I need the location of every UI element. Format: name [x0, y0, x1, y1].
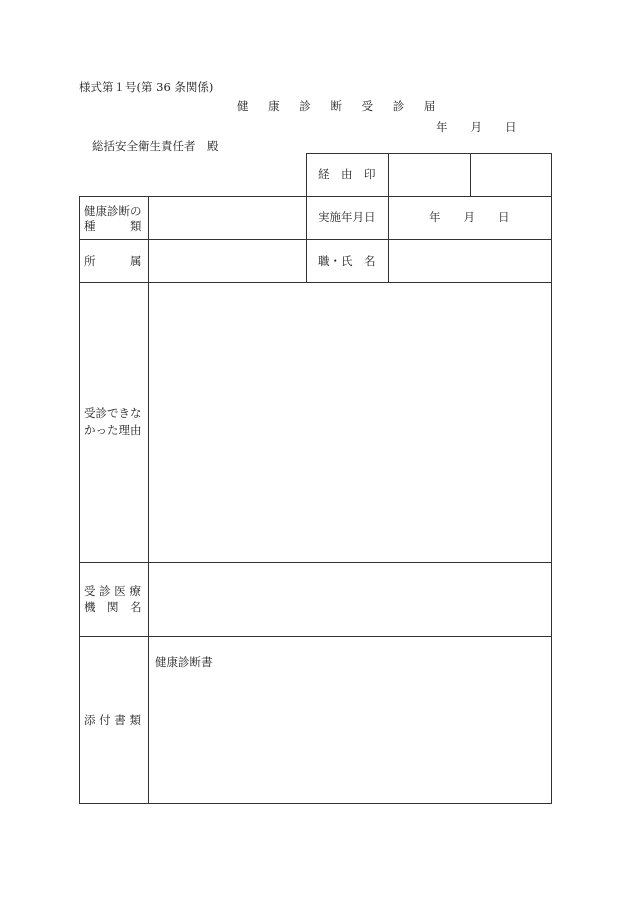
via-seal-label: 経 由 印: [318, 167, 376, 181]
reason-label-line2: かった理由: [84, 423, 142, 437]
exam-type-label-line2: 種 類: [84, 219, 142, 233]
table-middle-divider: [306, 153, 307, 283]
table-border-left: [79, 196, 80, 804]
form-number: 様式第１号(第 36 条関係): [79, 80, 214, 94]
exam-date-label: 実施年月日: [318, 210, 376, 224]
table-row-divider-4: [79, 562, 552, 563]
table-border-bottom: [79, 803, 552, 804]
table-border-top-right: [306, 153, 552, 154]
attachments-label: 添 付 書 類: [84, 713, 141, 727]
submission-date: 年 月 日: [436, 120, 517, 134]
table-border-right: [551, 153, 552, 804]
seal-box-divider: [470, 153, 471, 197]
document-title: 健 康 診 断 受 診 届: [237, 99, 444, 113]
table-label-column-divider: [148, 196, 149, 804]
table-right-label-divider: [388, 153, 389, 283]
table-row-divider-5: [79, 636, 552, 637]
table-row-divider-3: [79, 282, 552, 283]
institution-label-line1: 受 診 医 療: [84, 584, 141, 598]
affiliation-label: 所 属: [84, 254, 142, 268]
position-name-label: 職・氏 名: [318, 254, 376, 268]
attachments-value: 健康診断書: [155, 655, 213, 669]
table-row-divider-2: [79, 239, 552, 240]
addressee: 総括安全衛生責任者 殿: [92, 139, 219, 153]
exam-date-value: 年 月 日: [429, 210, 510, 224]
table-row-divider-1: [79, 196, 552, 197]
reason-label-line1: 受診できな: [84, 406, 142, 420]
institution-label-line2: 機 関 名: [84, 600, 142, 614]
exam-type-label-line1: 健康診断の: [84, 204, 142, 218]
